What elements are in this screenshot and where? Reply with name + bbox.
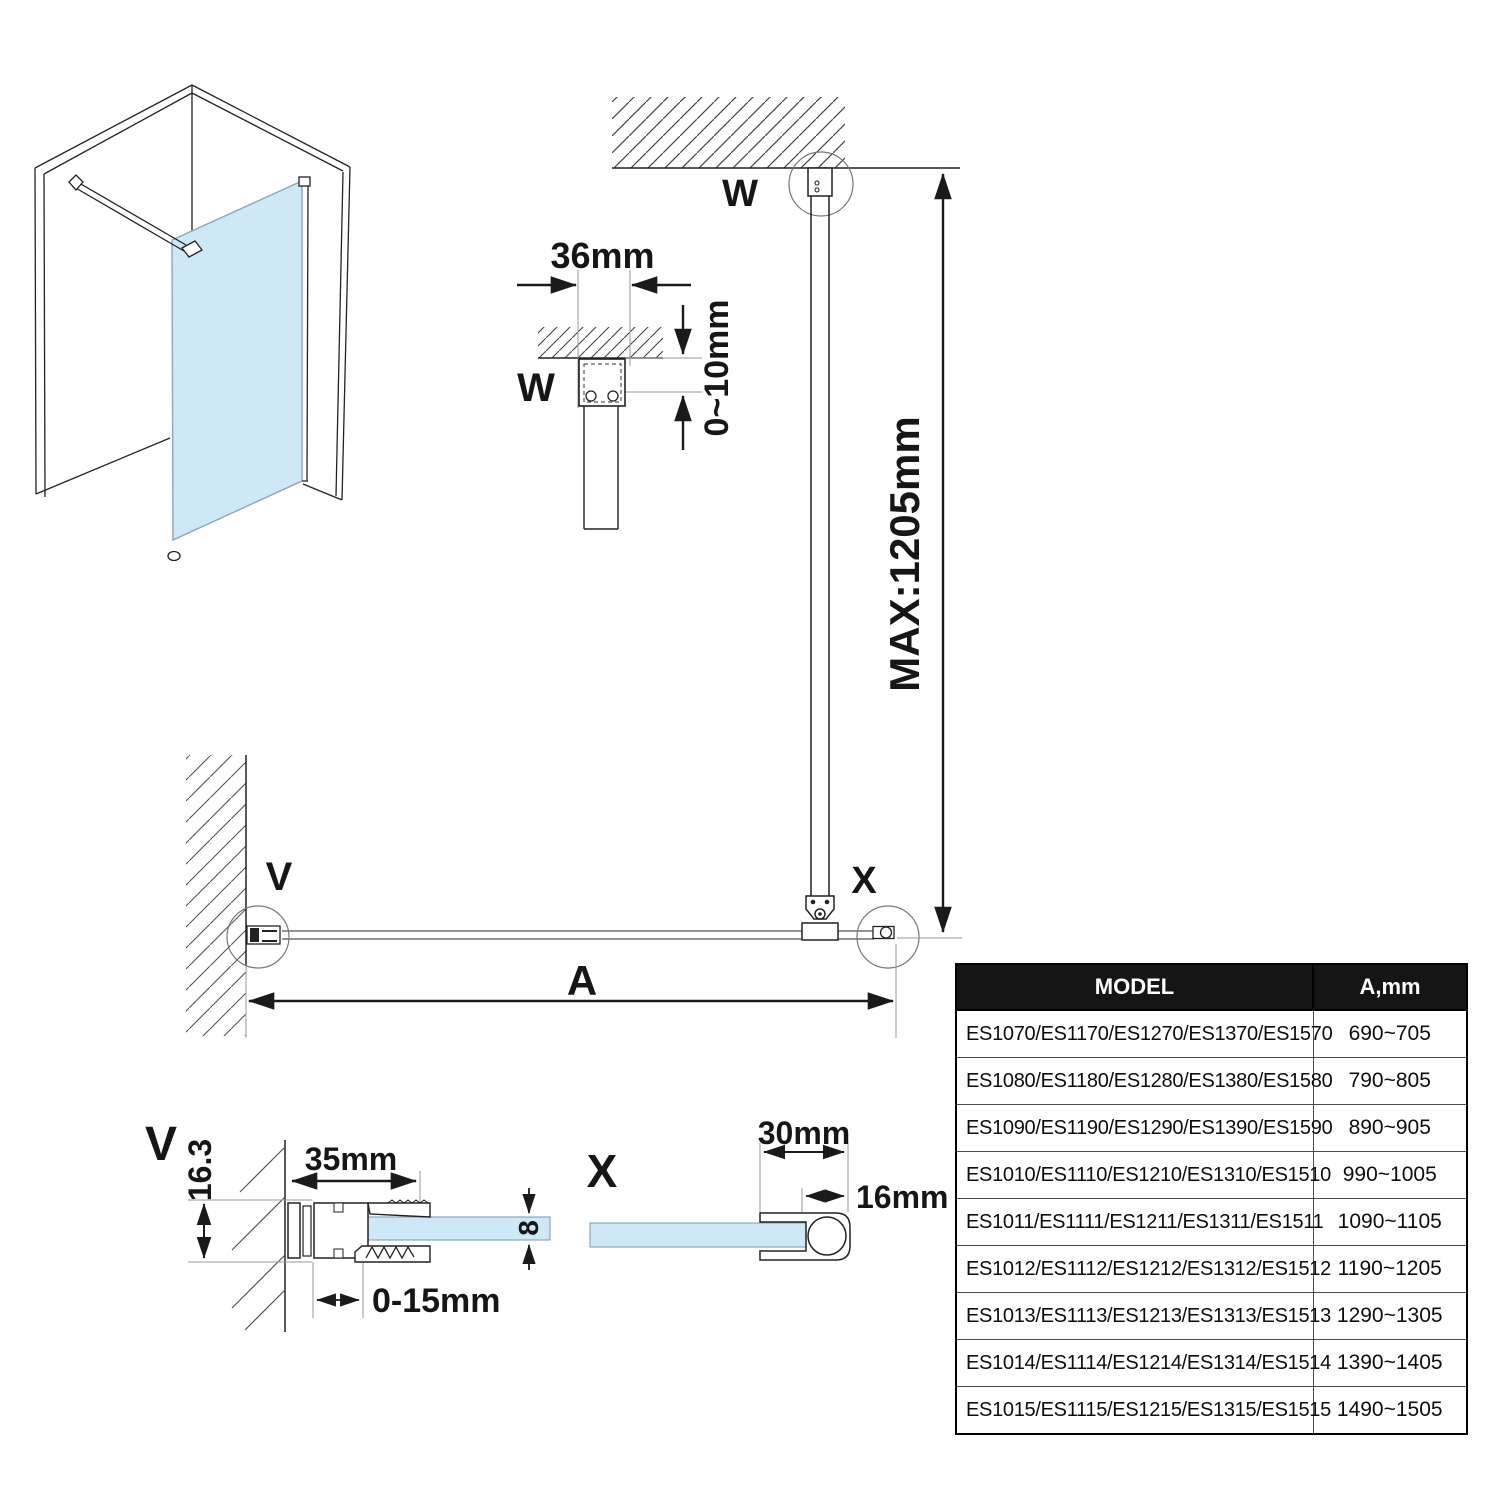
- detail-x-label: X: [586, 1145, 618, 1197]
- model-column-header: MODEL: [956, 964, 1313, 1010]
- model-cell: ES1011/ES1111/ES1211/ES1311/ES1511: [956, 1199, 1313, 1246]
- table-header-row: [956, 964, 1467, 1010]
- a-mm-cell: 890~905: [1313, 1105, 1467, 1152]
- glass-clamp: [802, 923, 838, 940]
- table-row: [956, 1105, 1467, 1152]
- left-wall-top-inner-edge: [44, 93, 192, 174]
- right-wall-top-inner-edge: [192, 93, 343, 171]
- support-bar-wall-flange: [69, 175, 83, 190]
- left-wall-top-outer-edge: [35, 85, 192, 168]
- assembly-x-label: X: [851, 859, 877, 902]
- model-size-table: [955, 963, 1468, 1435]
- dim-0-10mm-label: 0~10mm: [697, 299, 736, 437]
- hinge-screw: [825, 900, 830, 905]
- main-assembly: [282, 97, 962, 968]
- model-cell: ES1013/ES1113/ES1213/ES1313/ES1513: [956, 1293, 1313, 1340]
- glass-edge-lines: [282, 931, 874, 939]
- detail-v-label: V: [144, 1117, 177, 1171]
- wall-hatch-lines: [232, 1147, 285, 1330]
- vertical-support-bar: [811, 196, 829, 896]
- isometric-view: [35, 85, 350, 561]
- table-row: [956, 1058, 1467, 1105]
- a-mm-cell: 1290~1305: [1313, 1293, 1467, 1340]
- bracket-body: [579, 359, 625, 406]
- a-mm-cell: 690~705: [1313, 1010, 1467, 1058]
- hinge-pivot-center: [818, 912, 822, 916]
- left-wall-left-outer-edge: [35, 168, 36, 494]
- glass-bottom-foot: [168, 552, 180, 561]
- dim-35mm-label: 35mm: [304, 1140, 398, 1177]
- model-cell: ES1090/ES1190/ES1290/ES1390/ES1590: [956, 1105, 1313, 1152]
- hinge-screw: [811, 900, 816, 905]
- a-mm-column-header: A,mm: [1313, 964, 1467, 1010]
- model-cell: ES1014/ES1114/ES1214/ES1314/ES1514: [956, 1340, 1313, 1387]
- dim-8-label: 8: [513, 1220, 544, 1236]
- dim-16mm-label: 16mm: [856, 1178, 949, 1215]
- left-wall-bottom-edge: [36, 438, 170, 494]
- right-wall-top-outer-edge: [192, 85, 350, 167]
- ceiling-bracket: [808, 168, 832, 196]
- endcap-detail-x: [590, 1143, 850, 1260]
- a-mm-cell: 1090~1105: [1313, 1199, 1467, 1246]
- model-cell: ES1015/ES1115/ES1215/ES1315/ES1515: [956, 1387, 1313, 1435]
- table-row: [956, 1387, 1467, 1435]
- right-wall-right-outer-edge: [342, 167, 350, 500]
- profile-top-cap: [299, 177, 310, 186]
- table-row: [956, 1340, 1467, 1387]
- ceiling-hatch: [612, 97, 845, 168]
- model-cell: ES1080/ES1180/ES1280/ES1380/ES1580: [956, 1058, 1313, 1105]
- table-row: [956, 1293, 1467, 1340]
- table-row: [956, 1152, 1467, 1199]
- profile-slot: [303, 1206, 311, 1256]
- assembly-w-label: W: [722, 172, 758, 215]
- table-row: [956, 1010, 1467, 1058]
- model-cell: ES1010/ES1110/ES1210/ES1310/ES1510: [956, 1152, 1313, 1199]
- model-cell: ES1012/ES1112/ES1212/ES1312/ES1512: [956, 1246, 1313, 1293]
- model-cell: ES1070/ES1170/ES1270/ES1370/ES1570: [956, 1010, 1313, 1058]
- profile-top-arm: [368, 1203, 430, 1217]
- glass-panel: [172, 181, 302, 540]
- connector-knob: [881, 927, 892, 938]
- support-bar: [74, 180, 186, 251]
- dim-0-15mm-label: 0-15mm: [372, 1281, 501, 1320]
- bracket-screw-left: [586, 391, 596, 401]
- wall-hatch: [186, 755, 246, 1036]
- assembly-v-label: V: [265, 854, 293, 899]
- detail-w-label: W: [517, 365, 555, 410]
- a-mm-cell: 1390~1405: [1313, 1340, 1467, 1387]
- a-mm-cell: 990~1005: [1313, 1152, 1467, 1199]
- dim-a-label: A: [566, 957, 598, 1004]
- bar-below-bracket: [584, 406, 618, 529]
- dim-30mm-label: 30mm: [757, 1114, 851, 1151]
- a-mm-cell: 1190~1205: [1313, 1246, 1467, 1293]
- wall-profile-block: [250, 928, 259, 942]
- left-wall-left-inner-edge: [44, 174, 45, 497]
- profile-notch-bottom: [334, 1249, 343, 1258]
- ceiling-hatch: [538, 327, 663, 358]
- table-row: [956, 1199, 1467, 1246]
- a-mm-cell: 1490~1505: [1313, 1387, 1467, 1435]
- dim-max-1205mm-label: MAX:1205mm: [881, 416, 928, 692]
- a-mm-cell: 790~805: [1313, 1058, 1467, 1105]
- profile-notch-top: [334, 1203, 343, 1212]
- dim-36mm-label: 36mm: [550, 235, 655, 276]
- endcap-bar-socket: [808, 1217, 846, 1255]
- right-wall-right-inner-edge: [336, 172, 343, 496]
- table-row: [956, 1246, 1467, 1293]
- profile-wall-plate: [288, 1203, 300, 1258]
- glass-wall-profile: [302, 186, 308, 481]
- bracket-screw-right: [608, 391, 618, 401]
- dim-16-3-label: 16.3: [181, 1138, 218, 1202]
- extension-lines-right: [625, 358, 702, 392]
- ext-lines: [760, 1143, 848, 1212]
- glass-strip: [590, 1223, 807, 1247]
